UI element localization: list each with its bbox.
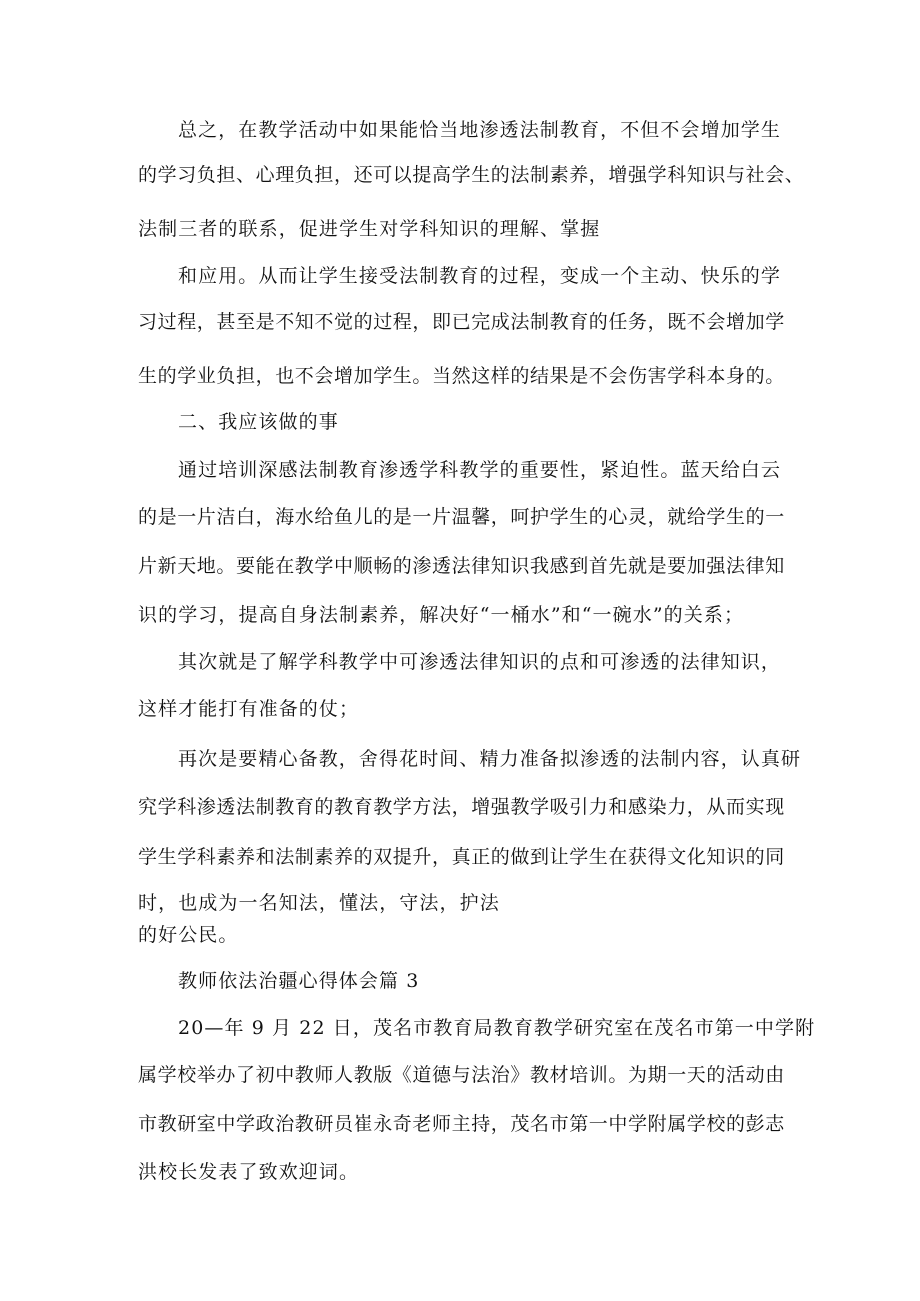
paragraph-line: 的好公民。	[138, 924, 239, 946]
paragraph-line: 法制三者的联系，促进学生对学科知识的理解、掌握	[138, 218, 601, 240]
paragraph-line: 这样才能打有准备的仗；	[138, 698, 360, 720]
paragraph-line: 20—年 9 月 22 日，茂名市教育局教育教学研究室在茂名市第一中学附	[178, 1017, 816, 1039]
section-heading: 教师依法治疆心得体会篇 3	[178, 970, 420, 992]
section-heading: 二、我应该做的事	[178, 411, 339, 433]
paragraph-line: 其次就是了解学科教学中可渗透法律知识的点和可渗透的法律知识，	[178, 651, 782, 673]
paragraph-line: 生的学业负担，也不会增加学生。当然这样的结果是不会伤害学科本身的。	[138, 365, 785, 387]
paragraph-line: 洪校长发表了致欢迎词。	[138, 1161, 360, 1183]
paragraph-line: 究学科渗透法制教育的教育教学方法，增强教学吸引力和感染力，从而实现	[138, 796, 785, 818]
paragraph-line: 时，也成为一名知法，懂法，守法，护法	[138, 892, 500, 914]
paragraph-line: 总之，在教学活动中如果能恰当地渗透法制教育，不但不会增加学生	[178, 119, 782, 141]
paragraph-line: 再次是要精心备教，舍得花时间、精力准备拟渗透的法制内容，认真研	[178, 748, 802, 770]
paragraph-line: 属学校举办了初中教师人教版《道德与法治》教材培训。为期一天的活动由	[138, 1064, 785, 1086]
paragraph-line: 通过培训深感法制教育渗透学科教学的重要性，紧迫性。蓝天给白云	[178, 459, 782, 481]
paragraph-line: 识的学习，提高自身法制素养，解决好“一桶水”和“一碗水”的关系；	[138, 604, 745, 626]
paragraph-line: 市教研室中学政治教研员崔永奇老师主持，茂名市第一中学附属学校的彭志	[138, 1113, 785, 1135]
paragraph-line: 片新天地。要能在教学中顺畅的渗透法律知识我感到首先就是要加强法律知	[138, 555, 785, 577]
paragraph-line: 的学习负担、心理负担，还可以提高学生的法制素养，增强学科知识与社会、	[138, 164, 805, 186]
paragraph-line: 学生学科素养和法制素养的双提升，真正的做到让学生在获得文化知识的同	[138, 846, 785, 868]
paragraph-line: 的是一片洁白，海水给鱼儿的是一片温馨，呵护学生的心灵，就给学生的一	[138, 506, 785, 528]
paragraph-line: 习过程，甚至是不知不觉的过程，即已完成法制教育的任务，既不会增加学	[138, 311, 785, 333]
paragraph-line: 和应用。从而让学生接受法制教育的过程，变成一个主动、快乐的学	[178, 265, 782, 287]
